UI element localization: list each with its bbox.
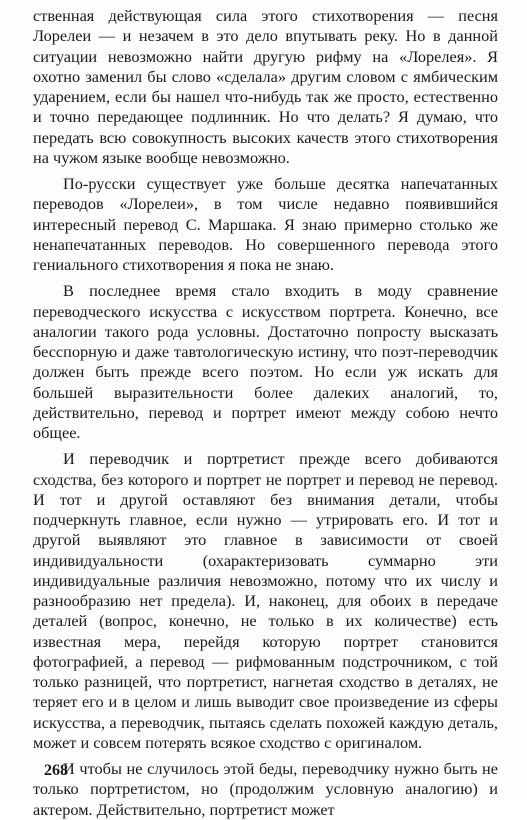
paragraph-5: И чтобы не случилось этой беды, переводчику нужно быть не только портретистом, но (продолжим условную аналогию) и актером. Действительно, портретист может <box>33 759 498 819</box>
page-number: 268 <box>44 762 68 779</box>
paragraph-2: По-русски существует уже больше десятка напечатанных переводов «Лорелеи», в том числе недавно появившийся интересный перевод С. Маршака. Я знаю примерно столько же ненапечатанных переводов. Но совершенного перевода этого гениального стихотворения я пока не знаю. <box>33 174 498 274</box>
paragraph-4: И переводчик и портретист прежде всего добиваются сходства, без которого и портрет не портрет и перевод не перевод. И тот и другой оставляют без внимания детали, чтобы подчеркнуть главное, если нужно — утрировать его. И тот и другой выявляют это главное в зависимости от своей индивидуальности (охарактеризовать суммарно эти индивидуальные различия невозможно, потому что их числу и разнообразию нет предела). И, наконец, для обоих в передаче деталей (вопрос, конечно, не только в их количестве) есть известная мера, перейдя которую портрет становится фотографией, а перевод — рифмованным подстрочником, с той только разницей, что портретист, нагнетая сходство в деталях, не теряет его и в целом и лишь выводит свое произведение из сферы искусства, а переводчик, пытаясь сделать похожей каждую деталь, может и совсем потерять всякое сходство с оригиналом. <box>33 449 498 752</box>
paragraph-3: В последнее время стало входить в моду сравнение переводческого искусства с искусством портрета. Конечно, все аналогии такого рода условны. Достаточно попросту высказать бесспорную и даже тавтологическую истину, что поэт-переводчик должен быть прежде всего поэтом. Но если уж искать для большей выразительности более далеких аналогий, то, действительно, перевод и портрет имеют между собою нечто общее. <box>33 281 498 442</box>
paragraph-1: ственная действующая сила этого стихотворения — песня Лорелеи — и незачем в это дело впутывать реку. Но в данной ситуации невозможно найти другую рифму на «Лорелея». Я охотно заменил бы слово «сделала» другим словом с ямбическим ударением, если бы нашел что-нибудь так же просто, естественно и точно передающее подлинник. Но что делать? Я думаю, что передать всю совокупность высоких качеств этого стихотворения на чужом языке вообще невозможно. <box>33 6 498 167</box>
body-text <box>33 6 498 820</box>
